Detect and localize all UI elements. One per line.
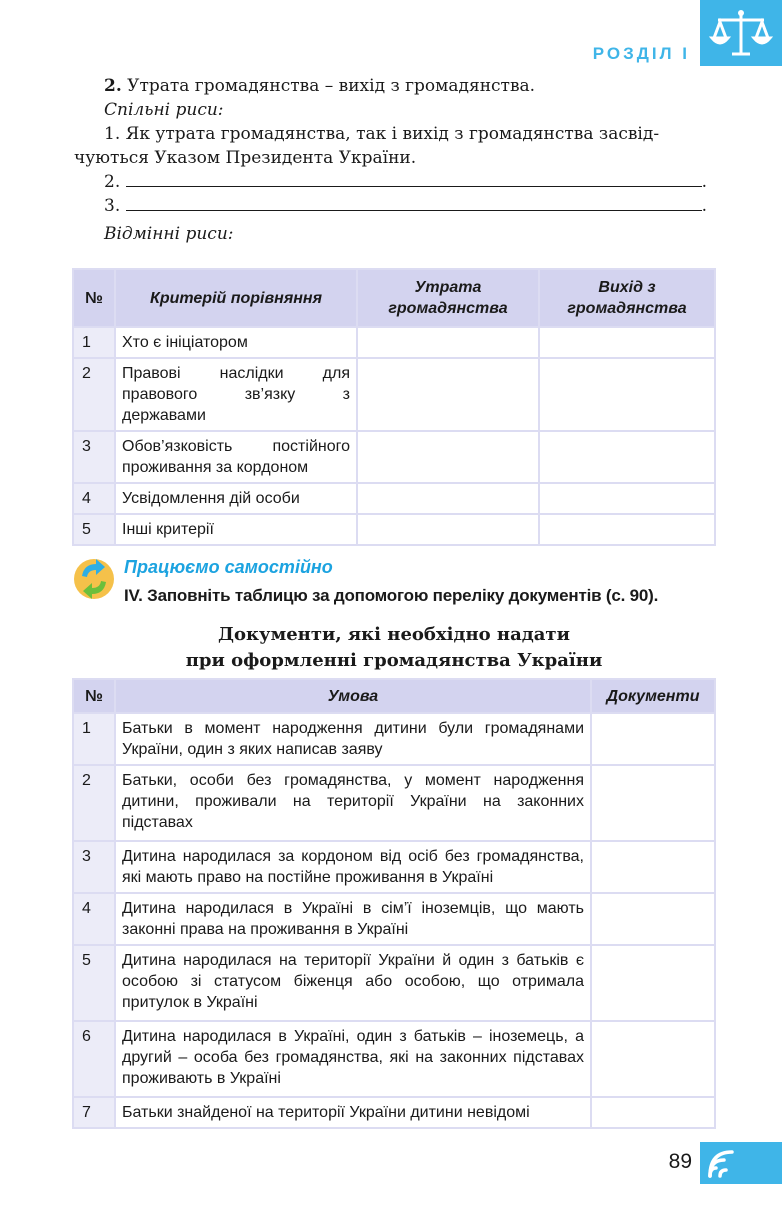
row-number: 7 (74, 1098, 114, 1127)
table2-title (74, 622, 714, 674)
task-text: IV. Заповніть таблицю за допомогою переліку документів (с. 90). (124, 586, 659, 605)
answer-cell[interactable] (358, 432, 538, 482)
item-number: 2. (104, 76, 122, 96)
answer-cell[interactable] (592, 714, 714, 764)
documents-table (72, 678, 716, 1129)
column-header-number: № (74, 270, 114, 326)
table-row (74, 894, 714, 944)
row-criterion: Усвідомлення дій особи (116, 484, 356, 513)
table-row (74, 1022, 714, 1096)
table-row (74, 714, 714, 764)
table-row (74, 359, 714, 430)
row-number: 1 (74, 714, 114, 764)
answer-cell[interactable] (358, 515, 538, 544)
column-header-condition: Умова (116, 680, 590, 712)
answer-cell[interactable] (358, 484, 538, 513)
table-row (74, 1098, 714, 1127)
recycle-arrows-icon (72, 556, 116, 602)
answer-cell[interactable] (540, 328, 714, 357)
different-features-label: Відмінні риси: (104, 224, 234, 244)
row-condition: Дитина народилася за кордоном від осіб без громадянства, які мають право на постійне проживання в Україні (116, 842, 590, 892)
row-number: 2 (74, 766, 114, 840)
row-condition: Батьки знайденої на території України дитини невідомі (116, 1098, 590, 1127)
answer-cell[interactable] (358, 359, 538, 430)
work-alone-title: Працюємо самостійно (124, 557, 333, 577)
common-feature-1: 1. Як утрата громадянства, так і вихід з громадянства засвід- (104, 124, 660, 144)
table2-title-line1: Документи, які необхідно надати (218, 624, 570, 645)
row-criterion: Правові наслідки для правового зв’язку з державами (116, 359, 356, 430)
answer-line[interactable] (126, 194, 702, 211)
row-condition: Дитина народилася в Україні в сім’ї іноземців, що мають законні права на проживання в Україні (116, 894, 590, 944)
answer-line[interactable] (126, 170, 702, 187)
answer-cell[interactable] (592, 946, 714, 1020)
item-heading: Утрата громадянства – вихід з громадянства. (121, 76, 536, 96)
column-header-exit: Вихід з громадянства (540, 270, 714, 326)
row-condition: Батьки, особи без громадянства, у момент народження дитини, проживали на території України на законних підставах (116, 766, 590, 840)
page-number: 89 (668, 1150, 692, 1173)
table-row (74, 766, 714, 840)
answer-cell[interactable] (592, 894, 714, 944)
row-number: 5 (74, 515, 114, 544)
table-row (74, 842, 714, 892)
section-label: РОЗДІЛ I (592, 44, 690, 63)
signal-waves-icon (706, 1146, 750, 1180)
column-header-criterion: Критерій порівняння (116, 270, 356, 326)
row-number: 1 (74, 328, 114, 357)
common-features-label: Спільні риси: (104, 100, 224, 120)
table-row (74, 484, 714, 513)
row-criterion: Обов’язковість постійного проживання за кордоном (116, 432, 356, 482)
row-number: 3 (74, 432, 114, 482)
row-criterion: Хто є ініціатором (116, 328, 356, 357)
answer-cell[interactable] (540, 359, 714, 430)
table-row (74, 328, 714, 357)
row-number: 3 (74, 842, 114, 892)
page-tab (700, 1142, 782, 1184)
column-header-number: № (74, 680, 114, 712)
answer-cell[interactable] (540, 432, 714, 482)
blank-item-2-number: 2. (104, 172, 121, 192)
table-row (74, 432, 714, 482)
row-number: 6 (74, 1022, 114, 1096)
row-number: 2 (74, 359, 114, 430)
answer-cell[interactable] (540, 484, 714, 513)
row-criterion: Інші критерії (116, 515, 356, 544)
row-number: 4 (74, 894, 114, 944)
answer-cell[interactable] (592, 1098, 714, 1127)
common-feature-1-cont: чуються Указом Президента України. (74, 148, 417, 168)
row-number: 4 (74, 484, 114, 513)
scales-icon (708, 8, 774, 60)
header-tab (700, 0, 782, 66)
table2-title-line2: при оформленні громадянства України (185, 650, 603, 671)
answer-cell[interactable] (592, 842, 714, 892)
blank-item-2[interactable]: 2. . (104, 172, 708, 192)
blank-item-3-number: 3. (104, 196, 121, 216)
answer-cell[interactable] (592, 1022, 714, 1096)
column-header-documents: Документи (592, 680, 714, 712)
answer-cell[interactable] (540, 515, 714, 544)
row-condition: Дитина народилася в Україні, один з батьків – іноземець, а другий – особа без громадянства, які на законних підставах проживають в Україні (116, 1022, 590, 1096)
row-condition: Дитина народилася на території України й один з батьків є особою зі статусом біженця або особою, що отримала притулок в Україні (116, 946, 590, 1020)
table-row (74, 946, 714, 1020)
comparison-table (72, 268, 716, 546)
answer-cell[interactable] (592, 766, 714, 840)
column-header-loss: Утрата громадянства (358, 270, 538, 326)
row-condition: Батьки в момент народження дитини були громадянами України, один з яких написав заяву (116, 714, 590, 764)
row-number: 5 (74, 946, 114, 1020)
blank-item-3[interactable]: 3. . (104, 196, 708, 216)
table-row (74, 515, 714, 544)
answer-cell[interactable] (358, 328, 538, 357)
